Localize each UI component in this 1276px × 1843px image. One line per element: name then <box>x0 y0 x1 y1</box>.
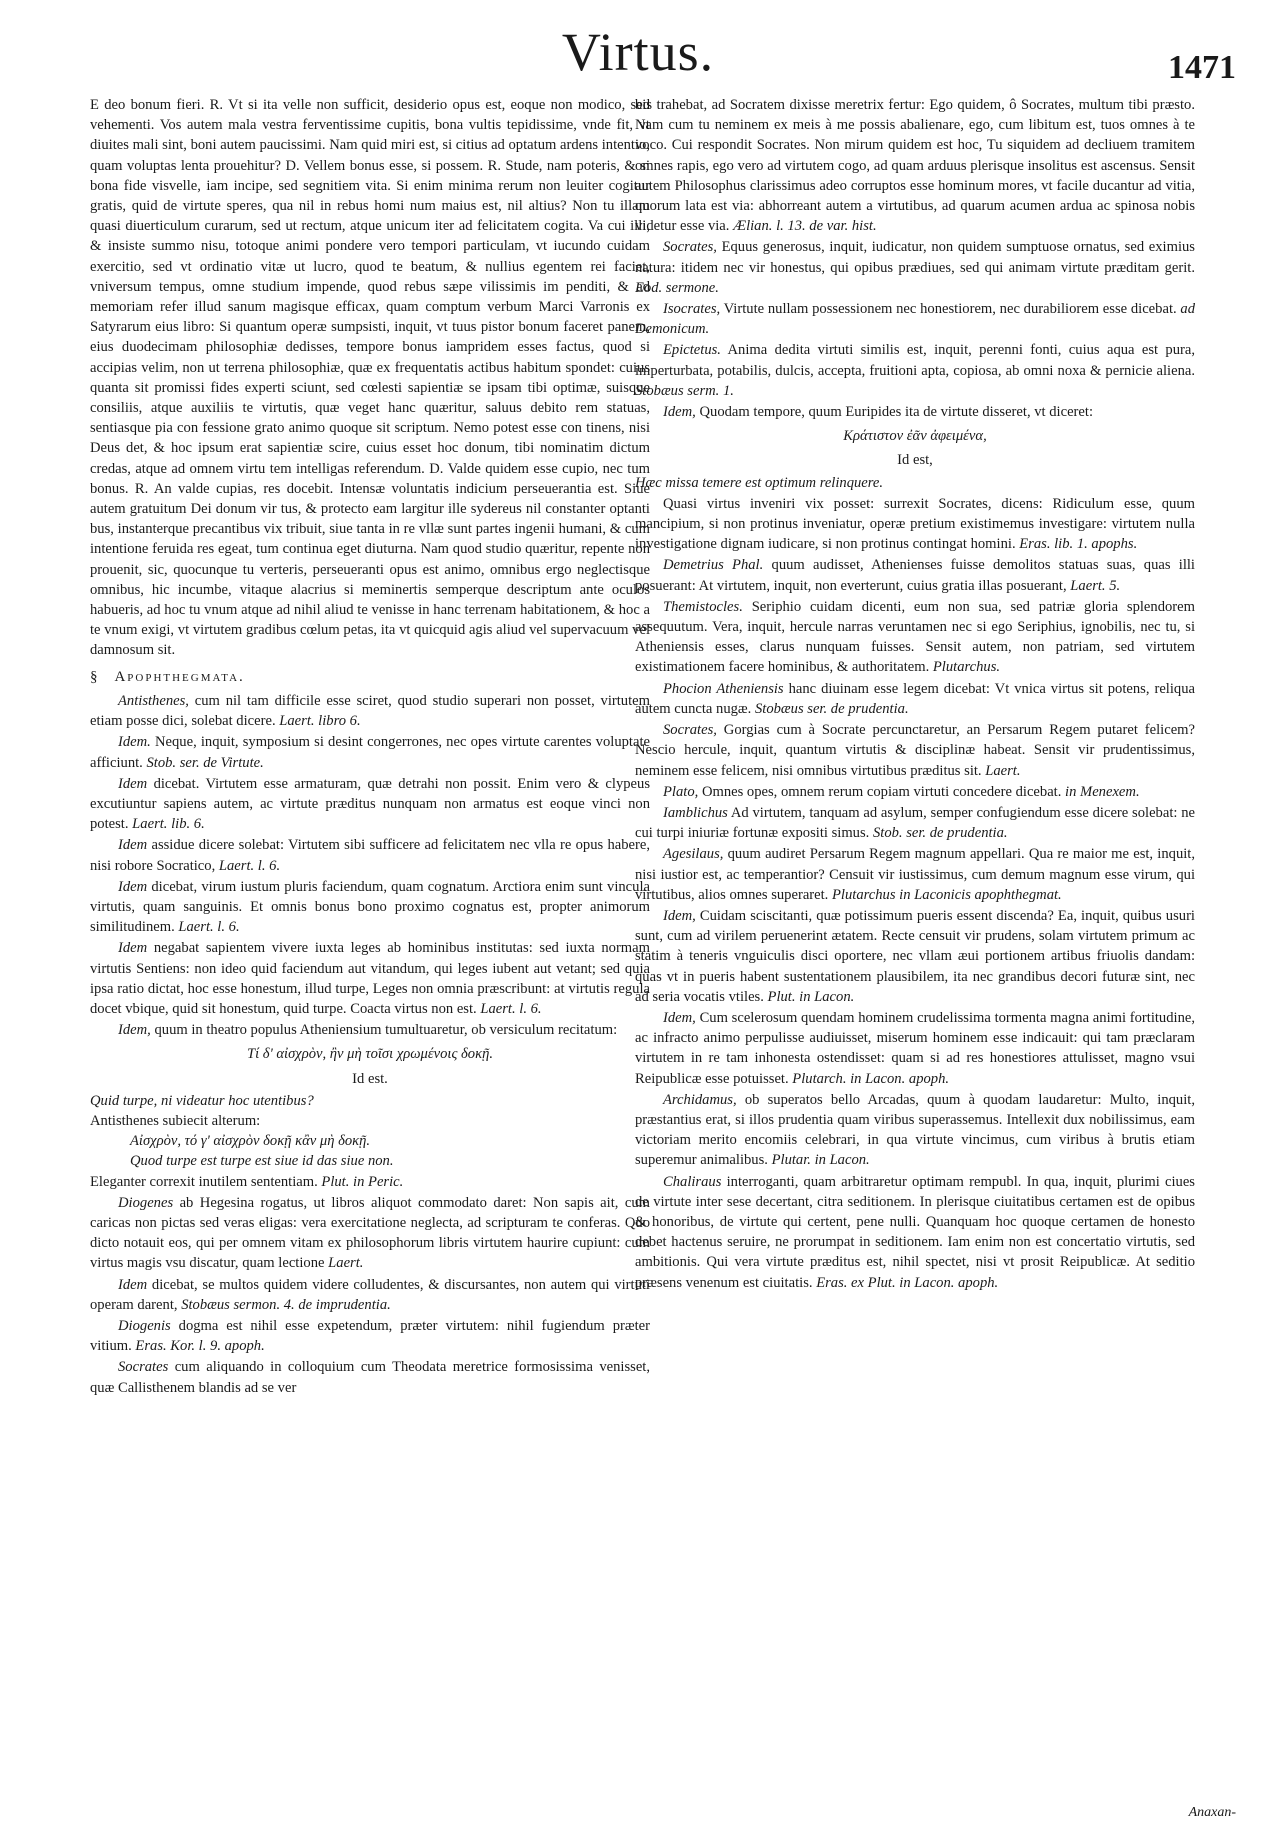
entry-author: Idem <box>118 878 148 895</box>
entry-author: Idem <box>118 837 148 854</box>
entry-author: Demetrius Phal. <box>663 557 764 574</box>
left-column <box>90 95 650 1795</box>
entry-author: Diogenes <box>118 1194 174 1211</box>
entry-source: Laert. 5. <box>1070 577 1121 594</box>
apophthegm-entry <box>635 782 1195 802</box>
commentary-text: Eleganter correxit inutilem sententiam. <box>90 1173 318 1190</box>
apophthegm-entry <box>90 691 650 731</box>
apophthegm-entry <box>90 1275 650 1315</box>
antisthenes-line: Antisthenes subiecit alterum: <box>90 1112 261 1129</box>
apophthegm-entry <box>635 402 1195 422</box>
catchword: Anaxan- <box>1188 1805 1236 1820</box>
apophthegm-entry <box>635 237 1195 298</box>
entry-source: Eras. Kor. l. 9. apoph. <box>135 1338 265 1355</box>
apophthegm-entry <box>90 835 650 875</box>
entry-source: Eod. sermone. <box>635 279 719 296</box>
apophthegm-entry <box>90 1316 650 1356</box>
entry-source: Laert. lib. 6. <box>132 816 205 833</box>
entry-author: Diogenis <box>118 1317 171 1334</box>
latin-translation: Quid turpe, ni videatur hoc utentibus? <box>90 1092 314 1109</box>
entry-author: Phocion Atheniensis <box>663 680 784 697</box>
commentary-line <box>90 1172 650 1192</box>
entry-text: Cum scelerosum quendam hominem crudelissima tormenta magna animi fortitudine, ac infracto animo perpulisse audiuisset, miserum hominem esse indicauit: qui tam præclaram virtutem in re tam inhonesta ostendisset: quam si ad res honestiores attulisset, magno vsui Reipublicæ esse potuisset. <box>635 1009 1195 1087</box>
entry-text: Virtute nullam possessionem nec honestiorem, nec durabiliorem esse dicebat. <box>723 301 1177 318</box>
entry-author: Iamblichus <box>663 804 728 821</box>
apophthegm-entry <box>635 720 1195 781</box>
entry-text: ab Hegesina rogatus, ut libros aliquot commodato daret: Non sapis ait, cum caricas non pictas sed veras eligas: vera exercitatione neglecta, ad scripturam te conferas. Quo dicto notauit eos, qui per omnem vitam ex philosophorum libris virtutem haurire cupiunt: cum virtus magis vsu discatur, quam lectione <box>90 1194 650 1272</box>
entry-source: Stob. ser. de Virtute. <box>146 754 264 771</box>
apophthegm-entry <box>635 340 1195 401</box>
entry-author: Socrates <box>118 1359 169 1376</box>
entry-text: Equus generosus, inquit, iudicatur, non quidem sumptuose ornatus, sed eximius natura: itidem nec vir honestus, qui opibus prædiues, sed qui animam virtute præditam gerit. <box>635 239 1195 276</box>
apophthegm-entry <box>90 1193 650 1274</box>
apophthegm-entry <box>90 1020 650 1040</box>
entry-text: quum in theatro populus Atheniensium tumultuaretur, ob versiculum recitatum: <box>154 1022 618 1039</box>
entry-source: Laert. libro 6. <box>279 713 361 730</box>
entry-text: Quasi virtus inveniri vix posset: surrexit Socrates, dicens: Ridiculum esse, quum mancipium, si non protinus inveniatur, operæ pretium existimemus investigare: virtutem nulla investigatione dignam iudicare, si non protinus contingat homini. <box>635 495 1195 553</box>
entry-text: Quodam tempore, quum Euripides ita de virtute disseret, vt diceret: <box>699 404 1094 421</box>
id-est-label: Id est. <box>352 1070 388 1087</box>
entry-text: quum audisset, Athenienses fuisse demolitos statuas suas, quas illi posuerant: At virtutem, inquit, non everterunt, cuius gratia illas posuerant, <box>635 557 1195 594</box>
entry-author: Epictetus. <box>663 342 721 359</box>
entry-source: Stobæus sermon. 4. de imprudentia. <box>181 1296 391 1313</box>
entry-author: Idem, <box>118 1022 151 1039</box>
entry-text: interroganti, quam arbitraretur optimam rempubl. In qua, inquit, plurimi ciues de virtute inter sese decertant, citra seditionem. In plerisque ciuitatibus certamen est de opibus & honoribus, de virtute qui certent, pene nulli. Quanquam hoc quoque certamen de honesto debet hactenus seruire, ne prorumpat in seditionem. Iam enim non est concertatio virtutis, sed ambitionis. Qui vera virtute præditus est, nihil spectet, nisi vt prosit Reipublicæ. At seditio præsens venenum est ciuitatis. <box>635 1173 1195 1291</box>
entry-source: Stobæus serm. 1. <box>635 382 734 399</box>
entry-source: Plut. in Lacon. <box>767 988 855 1005</box>
entry-text: Anima dedita virtuti similis est, inquit, perenni fonti, cuius aqua est pura, imperturbata, potabilis, dulcis, accepta, fruitioni apta, copiosa, ab omni noxa & pernicie aliena. <box>635 342 1195 379</box>
entry-author: Idem <box>118 775 148 792</box>
right-column <box>635 95 1195 1795</box>
entry-author: Idem <box>118 1276 148 1293</box>
entry-author: Agesilaus, <box>663 846 724 863</box>
page-number: 1471 <box>1168 49 1236 86</box>
entry-text: dicebat, se multos quidem videre colludentes, & discursantes, non autem qui virtuti operam darent, <box>90 1276 650 1313</box>
apophthegm-entry <box>90 938 650 1019</box>
entry-text: dogma est nihil esse expetendum, præter virtutem: nihil fugiendum præter vitium. <box>90 1317 650 1355</box>
apophthegm-entry <box>90 774 650 835</box>
entry-text: dicebat, virum iustum pluris faciendum, quam cognatum. Arctiora enim sunt vincula virtutis, quam sanguinis. Et omnis bonus bono proximo cognatus est, propter animorum similitudinem. <box>90 878 650 936</box>
apophthegm-entry <box>635 1172 1195 1293</box>
entry-author: Idem. <box>118 734 151 751</box>
entry-text: assidue dicere solebat: Virtutem sibi sufficere ad felicitatem nec vlla re opus habere, nisi robore Socratico, <box>90 837 650 874</box>
entry-text: ob superatos bello Arcadas, quum à quodam laudaretur: Multo, inquit, præstantius erat, si illos prudentia quam viribus superassemus. Intellexit dux nobilissimus, eam victoriam merito encomiis celebrari, in qua virtute vincimus, cum viribus à brutis etiam superemur animalibus. <box>635 1091 1195 1169</box>
entry-text: Seriphio cuidam dicenti, eum non sua, sed patriæ gloria splendorem assequutum. Vera, inquit, hercule narras veruntamen nec si ego Seriphius, ignobilis, nec tu, si Atheniensis esses, clarus nunquam fuisses. Sensit autem, non patriam, sed virtutem existimationem facere hominibus, & authoritatem. <box>635 598 1195 676</box>
section-heading-text: Apophthegmata. <box>114 668 245 685</box>
entry-source: Laert. l. 6. <box>218 857 281 874</box>
entry-text: Gorgias cum à Socrate percunctaretur, an Persarum Regem putaret felicem? Nescio hercule, inquit, quantum virtutis & disciplinæ habeat. Sensit vir prudentissimus, neminem esse felicem, nisi omnibus virtutibus præditus sit. <box>635 722 1195 779</box>
entry-source: Plutarchus. <box>932 659 1001 676</box>
apophthegm-entry <box>635 597 1195 678</box>
opening-paragraph: E deo bonum fieri. R. Vt si ita velle non sufficit, desiderio opus est, eoque non modico, sed vehementi. Vos autem mala vestra ferventissime cupitis, bona vultis tepidissime, vnde fit, vt diuites mali sint, boni autem paucissimi. Nam quid miri est, si citius ad optatum ardens intentio, quam voluptas lenta prouehitur? D. Vellem bonus esse, si possem. R. Stude, nam poteris, & si bona fide visvelle, iam incipe, sed segnitiem vita. Si enim minima rerum non leuiter cogitur gratis, quid de virtute speres, qua nil in rebus homi num maius est, nil altius? Non tu illam quasi diuerticulum curarum, sed ut rectum, atque unicum iter ad felicitatem cogita. Va cui illi, & insiste summo nisu, totoque animi pondere vero tempori particulam, vt iucundo cuidam exercitio, sed vt ordinatio vitæ ut lucro, quod te beatum, & nullius egentem rei faciet, vniversum tempus, omne studium impende, quod rebus sæpe vilissimis im penditi, & ad memoriam refer illud sanum magisque efficax, quam comptum verbum Marci Varronis ex Satyrarum eius libro: Si quantum operæ sumpsisti, inquit, vt tuus pistor bonum faceret panem, eius duodecimam philosophiæ dedisses, tempore bonus iampridem esses factus, quod si accipias velim, non ut terrena philosophiæ, quæ ex frequentatis actibus habitum spondet: cuius quanta sit promissi fides experti sciunt, sed cœlesti sapientiæ se ipsam tibi optimæ, suisque consiliis, atque auxiliis te virtutis, quæ veget hanc quæritur, saluus debito rem statuas, sentiasque pia con fessione grato animo quoque sit scriptum. Nemo potest esse con tinens, nisi Deus det, & hoc ipsum erat sapientiæ scire, cuius esset hoc donum, tibi nominatim dictum credas, atque ad omnem virtu tem intelligas referendum. D. Valde quidem esse cupio, nec tum bonus. R. An valde cupias, res docebit. Intensæ voluntatis indicium perseuerantia est. Siue autem gratuitum Dei donum vir tus, & protecto eam largitur ille sydereus nil constanter optanti bus, instanterque precantibus vix tribuit, siue tanta in re vllæ sunt partes ingenii humani, & cum intentione feruida res egeat, tum continua eget diuturna. Nam quod studio quæritur, repente non prouenit, sic, quocunque tu verteris, perseueranti opus est animo, omnibus ergo neglectisque omnibus, hic incumbe, vitaque alacrius si meminertis semperque descriptum ante oculos habueris, ad hoc tu vnum atque ad nihil aliud te venisse in hanc terrenam habitationem, & hoc a te vnum exigi, vt virtutem gradibus cœlum petas, ita vt quicquid agis aliud vel supervacuum vel damnosum sit. <box>90 97 650 659</box>
apophthegm-entry <box>635 1008 1195 1089</box>
entry-text: Omnes opes, omnem rerum copiam virtuti concedere dicebat. <box>701 783 1062 800</box>
entry-text: quum audiret Persarum Regem magnum appellari. Qua re maior me est, inquit, nisi iustior est, ac temperantior? Censuit vir iustissimus, cum demum magnum esse virum, qui virtutibus, alios omnes superaret. <box>635 846 1195 903</box>
entry-text: Cuidam sciscitanti, quæ potissimum pueris essent discenda? Ea, inquit, quibus usuri sunt, cum ad virilem peruenerint ætatem. Recte censuit vir prudens, solam virtutem primum ac statim à teneris vnguiculis disci oportere, nec vllam æui portionem artibus friuolis dandam: quas vt in pueris habent sustentationem plausibilem, ita nec grandibus decori futuræ sint, nec ad seria vocatis vtiles. <box>635 907 1195 1005</box>
apophthegm-entry <box>635 555 1195 595</box>
entry-text: Neque, inquit, symposium si desint congerrones, nec opes virtute carentes voluptate afficiunt. <box>90 734 650 771</box>
entry-source: Laert. <box>328 1255 364 1272</box>
entry-author: Antisthenes, <box>118 692 189 709</box>
latin-translation: Quod turpe est turpe est siue id das siue non. <box>130 1153 394 1170</box>
apophthegm-entry <box>90 1357 650 1397</box>
apophthegm-entry <box>635 906 1195 1007</box>
entry-author: Plato, <box>663 783 699 800</box>
apophthegm-entry <box>635 679 1195 719</box>
entry-author: Isocrates, <box>663 301 721 318</box>
entry-text: Ad virtutem, tanquam ad asylum, semper confugiendum esse dicere solebat: ne cui turpi iniuriæ fortunæ expositi simus. <box>635 804 1195 842</box>
entry-author: Chaliraus <box>663 1173 722 1190</box>
apophthegm-entry <box>635 803 1195 843</box>
apophthegm-entry <box>90 732 650 772</box>
greek-verse: Τί δ' αἰσχρὸν, ἢν μὴ τοῖσι χρωμένοις δοκῇ. <box>246 1046 493 1063</box>
entry-source: Plutar. in Lacon. <box>771 1152 870 1169</box>
entry-author: Idem <box>118 940 148 957</box>
entry-text: cum aliquando in colloquium cum Theodata meretrice formosissima venisset, quæ Callisthenem blandis ad se ver <box>90 1359 650 1396</box>
greek-verse: Αἰσχρὸν, τό γ' αἰσχρὸν δοκῇ κἂν μὴ δοκῇ. <box>130 1133 371 1150</box>
entry-source: Stob. ser. de prudentia. <box>872 825 1008 842</box>
entry-source: in Menexem. <box>1065 783 1140 800</box>
entry-text: bis trahebat, ad Socratem dixisse meretrix fertur: Ego quidem, ô Socrates, multum tibi præsto. Nam cum tu neminem ex meis à me possis abalienare, ego, cum libitum est, tuos omnes à te voco. Cui respondit Socrates. Non mirum quidem est hoc, Tu siquidem ad decliuem tramitem omnes rapis, ego vero ad virtutem cogo, ad quam arduus plerisque insolitus est ascensus. Sensit autem Philosophus clarissimus adeo corruptos esse hominum mores, vt facile ducantur ad vitia, quorum lata est via: abhorreant autem a virtutibus, ad quarum acumen ardua ac spinosa nobis videtur esse via. <box>635 97 1195 235</box>
entry-source: Stobæus ser. de prudentia. <box>754 700 909 717</box>
entry-source: Laert. l. 6. <box>480 1000 542 1017</box>
apophthegm-entry <box>635 844 1195 905</box>
entry-text: hanc diuinam esse legem dicebat: Vt vnica virtus sit potens, reliqua autem cuncta nugæ. <box>635 680 1195 717</box>
entry-author: Socrates, <box>663 722 717 739</box>
entry-source: Eras. ex Plut. in Lacon. apoph. <box>816 1274 999 1291</box>
entry-author: Themistocles. <box>663 598 743 615</box>
latin-translation: Hæc missa temere est optimum relinquere. <box>635 474 884 491</box>
apophthegm-entry <box>90 877 650 938</box>
entry-source: Plutarch. in Lacon. apoph. <box>792 1070 950 1087</box>
greek-verse: Κράτιστον ἐᾶν ἀφειμένα, <box>843 428 987 445</box>
paragraph-mark-icon: § <box>90 668 100 685</box>
entry-author: Socrates, <box>663 239 717 256</box>
entry-source: Plut. in Peric. <box>321 1173 404 1190</box>
entry-source: Plutarchus in Laconicis apophthegmat. <box>832 886 1062 903</box>
running-title: Virtus. <box>561 22 715 82</box>
entry-source: Ælian. l. 13. de var. hist. <box>733 218 877 235</box>
section-heading <box>90 667 650 687</box>
apophthegm-entry <box>635 1090 1195 1171</box>
apophthegm-entry <box>635 299 1195 339</box>
entry-author: Idem, <box>663 907 696 924</box>
entry-text: negabat sapientem vivere iuxta leges ab hominibus institutas: sed iuxta normam virtutis Sentiens: non ideo quid faciendum aut vitandum, qui leges iubent aut vetant; sed quia ipsa ratio dictat, hoc esse honestum, illud turpe, Leges non omnia præscribunt: at virtutis regula docet vbique, quid sit honestum, quid turpe. Coacta virtus non est. <box>90 940 650 1017</box>
entry-author: Idem, <box>663 1009 696 1026</box>
id-est-label: Id est, <box>897 452 933 469</box>
continued-paragraph <box>635 95 1195 236</box>
entry-source: Laert. <box>985 762 1021 779</box>
entry-source: Laert. l. 6. <box>178 919 240 936</box>
entry-text: cum nil tam difficile esse sciret, quod studio superari non posset, virtutem etiam posse dici, solebat dicere. <box>90 692 650 730</box>
entry-source: Eras. lib. 1. apophs. <box>1019 536 1138 553</box>
entry-source: ad Demonicum. <box>635 301 1195 338</box>
apophthegm-entry <box>635 494 1195 555</box>
entry-author: Archidamus, <box>663 1091 737 1108</box>
entry-author: Idem, <box>663 404 696 421</box>
entry-text: dicebat. Virtutem esse armaturam, quæ detrahi non possit. Enim vero & clypeus excutiuntur sapiens autem, ac virtute præditus nunquam non armatus est eoque vinci non potest. <box>90 775 650 833</box>
